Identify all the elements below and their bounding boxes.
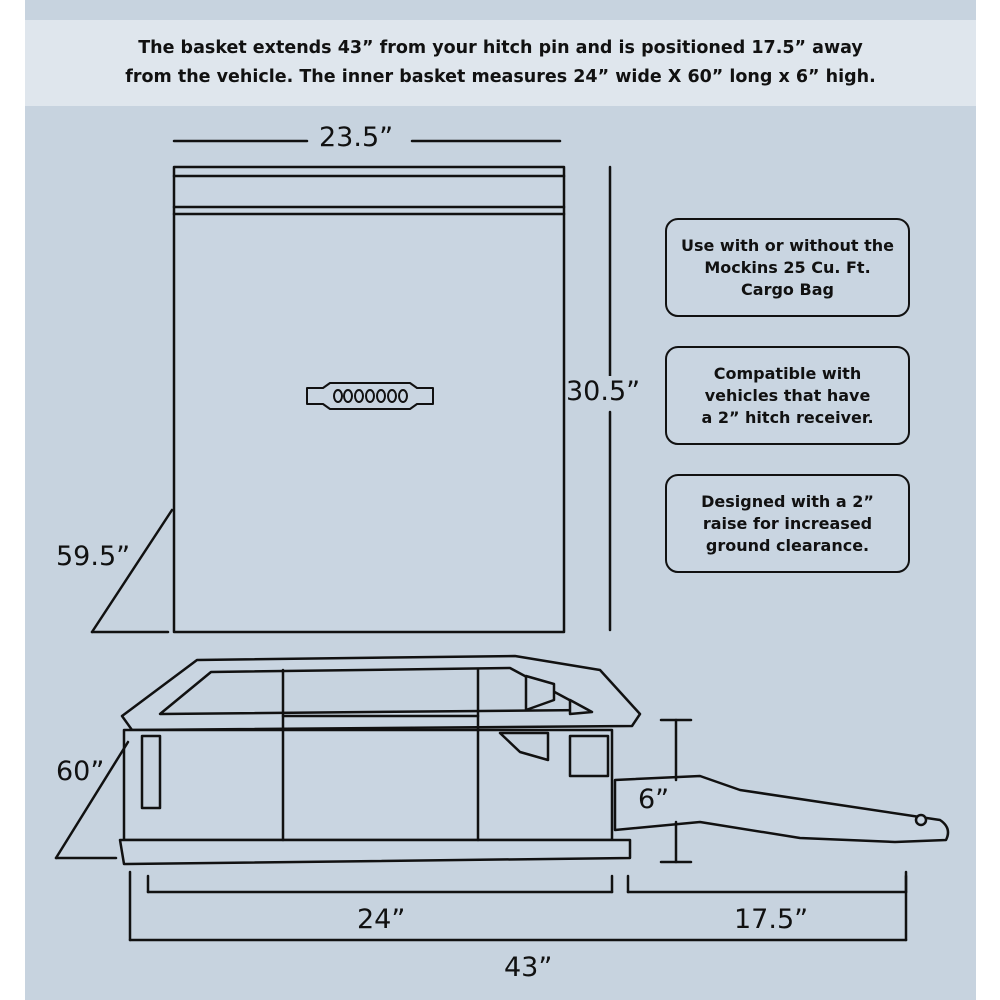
callout-line: Use with or without the (680, 235, 895, 255)
callout-ground-clearance (665, 474, 910, 573)
total-label: 43” (504, 952, 553, 983)
callout-line: raise for increased (702, 513, 873, 533)
basket-bottom-rail (120, 840, 630, 864)
banner-line-2: from the vehicle. The inner basket measures 24” wide X 60” long x 6” high. (125, 67, 876, 87)
hitch-pin-hole (916, 815, 926, 825)
offset-label: 17.5” (734, 904, 809, 935)
basket-height-label: 6” (638, 784, 670, 815)
bag-width-label: 23.5” (315, 122, 397, 153)
callout-line: Compatible with (713, 363, 862, 383)
callout-line: vehicles that have (704, 385, 871, 405)
bag-depth-label: 59.5” (56, 541, 131, 572)
bag-height-label: 30.5” (566, 376, 641, 407)
cargo-bag (174, 167, 564, 632)
callout-line: a 2” hitch receiver. (701, 407, 874, 427)
basket-length-label: 60” (56, 756, 105, 787)
banner-line-1: The basket extends 43” from your hitch pin and is positioned 17.5” away (138, 38, 863, 58)
callout-line: Designed with a 2” (701, 491, 874, 511)
callout-line: ground clearance. (705, 535, 870, 555)
callout-hitch-receiver (665, 346, 910, 445)
basket-side-panel (570, 736, 608, 776)
callout-line: Mockins 25 Cu. Ft. (704, 257, 871, 277)
callout-line: Cargo Bag (741, 279, 834, 299)
callout-cargo-bag (665, 218, 910, 317)
basket-top-inner (160, 668, 588, 714)
basket-side-panel (142, 736, 160, 808)
basket-width-label: 24” (357, 904, 406, 935)
